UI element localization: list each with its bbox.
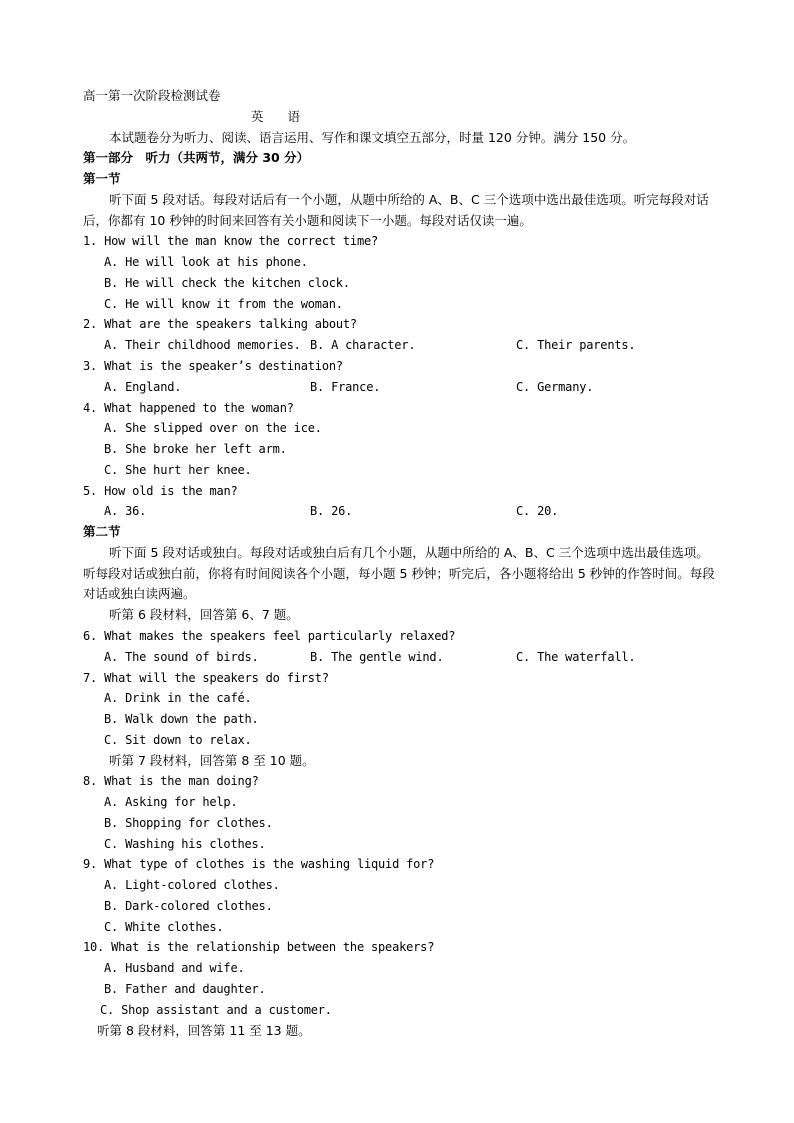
question-stem: 6. What makes the speakers feel particularly relaxed? xyxy=(83,628,456,643)
answer-option: C. 20. xyxy=(516,504,559,519)
answer-option: C. Germany. xyxy=(516,379,594,394)
exam-intro: 本试题卷分为听力、阅读、语言运用、写作和课文填空五部分，时量 120 分钟。满分 150 分。 xyxy=(109,129,636,145)
exam-document xyxy=(83,86,723,1041)
section1-title: 第一节 xyxy=(83,171,121,187)
question-stem: 7. What will the speakers do first? xyxy=(83,670,329,685)
answer-option: B. The gentle wind. xyxy=(310,649,444,664)
answer-option: A. Light-colored clothes. xyxy=(104,878,280,893)
material-instruction: 听第 7 段材料，回答第 8 至 10 题。 xyxy=(109,752,315,768)
answer-option: A. She slipped over on the ice. xyxy=(104,421,322,436)
answer-option: B. A character. xyxy=(310,338,416,353)
question-stem: 9. What type of clothes is the washing liquid for? xyxy=(83,857,435,872)
subject-heading: 英 语 xyxy=(251,108,310,124)
answer-option: B. Shopping for clothes. xyxy=(104,815,273,830)
answer-option: C. She hurt her knee. xyxy=(104,462,252,477)
answer-options-row xyxy=(83,647,723,668)
answer-option: A. Asking for help. xyxy=(104,795,238,810)
question-list xyxy=(83,231,723,1041)
answer-option: A. Drink in the café. xyxy=(104,691,252,706)
answer-option: B. He will check the kitchen clock. xyxy=(104,275,350,290)
answer-option: B. Father and daughter. xyxy=(104,982,266,996)
answer-options-row xyxy=(83,377,723,398)
answer-option: C. He will know it from the woman. xyxy=(104,296,343,311)
answer-options-row xyxy=(83,501,723,522)
question-stem: 1. How will the man know the correct time? xyxy=(83,234,379,249)
question-stem: 8. What is the man doing? xyxy=(83,774,259,789)
answer-option: A. England. xyxy=(104,379,182,394)
section1-instructions: 听下面 5 段对话。每段对话后有一个小题，从题中所给的 A、B、C 三个选项中选出最佳选项。听完每段对话后，你都有 10 秒钟的时间来回答有关小题和阅读下一小题。每段对话仅读一遍。 xyxy=(83,191,709,228)
answer-option: C. Their parents. xyxy=(516,338,636,353)
answer-option: C. Shop assistant and a customer. xyxy=(100,1002,332,1017)
answer-option: C. White clothes. xyxy=(104,919,224,934)
answer-option: B. 26. xyxy=(310,504,353,519)
question-stem: 3. What is the speaker’s destination? xyxy=(83,358,343,373)
part1-title: 第一部分 听力（共两节，满分 30 分） xyxy=(83,150,310,166)
question-stem: 4. What happened to the woman? xyxy=(83,400,294,415)
answer-options-row xyxy=(83,335,723,356)
answer-option: A. The sound of birds. xyxy=(104,649,259,664)
question-stem: 10. What is the relationship between the speakers? xyxy=(83,940,435,955)
answer-option: C. Washing his clothes. xyxy=(104,836,266,851)
question-stem: 5. How old is the man? xyxy=(83,483,238,498)
exam-title: 高一第一次阶段检测试卷 xyxy=(83,88,221,103)
answer-option: B. Walk down the path. xyxy=(104,712,259,727)
section2-instructions: 听下面 5 段对话或独白。每段对话或独白后有几个小题，从题中所给的 A、B、C 三个选项中选出最佳选项。听每段对话或独白前，你将有时间阅读各个小题，每小题 5 秒钟；听完后，各小题将给出 5 秒钟的作答时间。每段对话或独白读两遍。 xyxy=(83,544,715,602)
answer-option: B. Dark-colored clothes. xyxy=(104,898,273,913)
answer-option: B. France. xyxy=(310,379,381,394)
answer-option: B. She broke her left arm. xyxy=(104,442,287,457)
material-instruction: 听第 6 段材料，回答第 6、7 题。 xyxy=(109,607,299,623)
answer-option: A. Husband and wife. xyxy=(104,961,245,976)
answer-option: A. 36. xyxy=(104,504,147,519)
material-instruction: 听第 8 段材料，回答第 11 至 13 题。 xyxy=(97,1022,311,1038)
question-stem: 2. What are the speakers talking about? xyxy=(83,317,357,332)
answer-option: A. Their childhood memories. xyxy=(104,338,301,353)
answer-option: C. The waterfall. xyxy=(516,649,636,664)
answer-option: C. Sit down to relax. xyxy=(104,732,252,747)
section2-title: 第二节 xyxy=(83,524,121,540)
answer-option: A. He will look at his phone. xyxy=(104,255,308,270)
